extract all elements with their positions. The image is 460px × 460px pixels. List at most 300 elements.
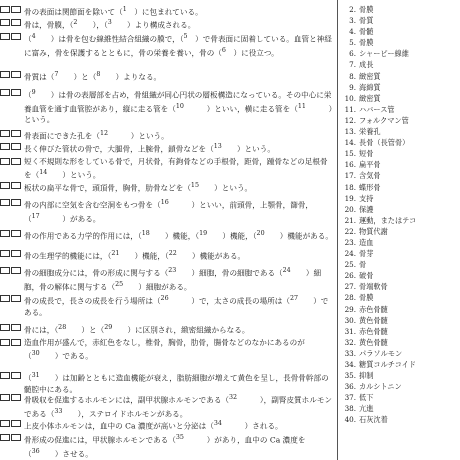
answer-item xyxy=(343,71,460,82)
checkbox-group xyxy=(0,158,21,165)
question-segment: 骨吸収を促進するホルモンには，副甲状腺ホルモンである（ xyxy=(24,395,230,405)
answer-number: 21. xyxy=(344,215,356,225)
answer-text: 含気骨 xyxy=(359,171,381,181)
review-checkbox[interactable] xyxy=(0,250,10,257)
answer-number: 12. xyxy=(344,115,356,125)
review-checkbox[interactable] xyxy=(0,89,10,96)
blank-number: 5 xyxy=(183,33,188,40)
question-segment: 板状の扁平な骨で，頭頂骨，胸骨，肋骨などを（ xyxy=(24,183,191,193)
answer-number: 26. xyxy=(344,271,356,281)
blank-number: 4 xyxy=(31,33,36,40)
question-segment: 骨の生理学的機能には，（ xyxy=(24,251,112,261)
blank-number: 19 xyxy=(199,230,208,237)
answer-text: 骨質 xyxy=(359,16,374,26)
answer-text: 蝶形骨 xyxy=(359,182,381,192)
question-text xyxy=(24,293,334,318)
blank-number: 27 xyxy=(289,295,299,302)
blank-number: 9 xyxy=(31,89,36,96)
blank-number: 8 xyxy=(96,71,101,78)
blank-number: 13 xyxy=(213,143,222,150)
question-text xyxy=(24,69,334,83)
answer-text: 骨芽 xyxy=(359,249,374,259)
answer-item xyxy=(343,226,460,237)
answer-number: 5. xyxy=(349,38,356,48)
review-checkbox[interactable] xyxy=(11,372,21,379)
answer-item xyxy=(343,381,460,392)
answer-text: シャーピー線維 xyxy=(359,49,409,59)
checkbox-group xyxy=(0,89,21,96)
answer-item xyxy=(343,48,460,59)
question-item xyxy=(0,141,334,155)
answer-item xyxy=(343,281,460,292)
question-text xyxy=(24,392,334,419)
question-text xyxy=(24,197,334,224)
question-text xyxy=(24,418,334,432)
answer-number: 4. xyxy=(349,27,356,37)
blank-number: 7 xyxy=(54,71,59,78)
answer-text: 運動，またはテコ xyxy=(359,215,417,225)
review-checkbox[interactable] xyxy=(0,372,10,379)
review-checkbox[interactable] xyxy=(11,394,21,401)
answer-number: 14. xyxy=(344,138,356,148)
blank-number: 10 xyxy=(175,102,184,110)
question-segment: ）といい，前頭骨，上顎骨，篩骨，（ xyxy=(24,200,314,224)
answer-text: 長骨（長管骨） xyxy=(359,138,410,148)
answer-text: 赤色骨髄 xyxy=(359,304,388,314)
question-segment: ）がある。 xyxy=(39,214,101,224)
question-item xyxy=(0,197,334,224)
question-item xyxy=(0,87,334,126)
question-segment: ）があり，血中の Ca 濃度を（ xyxy=(24,435,306,459)
review-checkbox[interactable] xyxy=(11,89,21,96)
blank-number: 11 xyxy=(297,102,306,110)
answer-item xyxy=(343,315,460,326)
question-segment: ）機能，（ xyxy=(119,251,169,261)
question-segment: 骨表面にできた孔を（ xyxy=(24,131,100,141)
question-segment: （ xyxy=(24,373,32,383)
checkbox-group xyxy=(0,199,21,206)
question-item xyxy=(0,337,334,362)
question-segment: ）である。 xyxy=(24,296,329,317)
question-text xyxy=(24,156,334,181)
answer-text: 低下 xyxy=(359,393,374,403)
question-segment: ）と（ xyxy=(58,72,97,82)
question-text xyxy=(24,31,334,58)
question-segment: ）という。 xyxy=(24,104,333,125)
checkbox-group xyxy=(0,339,21,346)
review-checkbox[interactable] xyxy=(0,33,10,40)
answer-item xyxy=(343,137,460,148)
answer-number: 8. xyxy=(349,71,356,81)
blank-number: 18 xyxy=(141,230,150,237)
answer-item xyxy=(343,204,460,215)
review-checkbox[interactable] xyxy=(11,143,21,150)
question-segment: ）で，太さの成長の場所は（ xyxy=(168,296,290,306)
answer-number: 19. xyxy=(344,193,356,203)
blank-number: 23 xyxy=(168,267,177,274)
blank-number: 29 xyxy=(104,324,113,331)
answer-item xyxy=(343,337,460,348)
question-segment: ）機能がある。 xyxy=(176,251,246,261)
question-segment: ）細胞，骨の細胞である（ xyxy=(176,268,283,278)
answer-text: 栄養孔 xyxy=(359,127,381,137)
blank-number: 12 xyxy=(99,130,108,137)
blank-number: 31 xyxy=(31,372,40,379)
review-checkbox[interactable] xyxy=(11,420,21,427)
question-segment: 骨には，（ xyxy=(24,325,59,335)
answer-text: 黄色骨髄 xyxy=(359,337,388,347)
question-segment: （ xyxy=(24,90,32,100)
question-segment: ）機能，（ xyxy=(207,231,257,241)
answer-text: 骨髄 xyxy=(359,27,374,37)
answer-text: 骨膜 xyxy=(359,5,374,14)
question-segment: 長く伸びた管状の骨で，大腿骨，上腕骨，鎖骨などを（ xyxy=(24,144,214,154)
answer-number: 28. xyxy=(344,293,356,303)
checkbox-group xyxy=(0,267,21,274)
review-checkbox[interactable] xyxy=(11,267,21,274)
review-checkbox[interactable] xyxy=(0,143,10,150)
answer-text: 石灰沈着 xyxy=(359,415,388,425)
answer-item xyxy=(343,126,460,137)
question-segment: ）で骨表面に固着している。血管と神経に富み，骨を保護するとともに，骨の栄養を養い，骨の（ xyxy=(24,34,332,58)
review-checkbox[interactable] xyxy=(0,434,10,441)
review-checkbox[interactable] xyxy=(11,295,21,302)
question-segment: ）は加齢とともに造血機能が衰え，脂肪細胞が増えて黄色を呈し，長骨骨幹部の髄腔中にある。 xyxy=(24,373,329,394)
review-checkbox[interactable] xyxy=(0,394,10,401)
question-segment: ）される。 xyxy=(221,421,283,431)
answer-key xyxy=(343,4,460,426)
answer-item xyxy=(343,170,460,181)
blank-number: 26 xyxy=(160,295,169,302)
blank-number: 17 xyxy=(31,212,40,220)
question-segment: ）に包まれている。 xyxy=(126,7,203,17)
blank-number: 15 xyxy=(190,182,199,189)
answer-item xyxy=(343,304,460,315)
question-segment: ），（ xyxy=(77,20,108,30)
answer-item xyxy=(343,104,460,115)
question-item xyxy=(0,180,334,194)
question-segment: ）機能，（ xyxy=(149,231,200,241)
answer-text: 海綿質 xyxy=(359,82,381,92)
answer-number: 15. xyxy=(344,149,356,159)
question-segment: （ xyxy=(24,34,32,44)
answer-text: 扁平骨 xyxy=(359,160,381,170)
checkbox-group xyxy=(0,182,21,189)
checkbox-group xyxy=(0,6,21,13)
checkbox-group xyxy=(0,324,21,331)
question-text xyxy=(24,4,334,18)
question-item xyxy=(0,432,334,459)
answer-item xyxy=(343,359,460,370)
blank-number: 32 xyxy=(229,394,238,401)
question-segment: 上皮小体ホルモンは，血中の Ca 濃度が高いと分泌は（ xyxy=(24,421,214,431)
blank-number: 14 xyxy=(39,169,48,177)
review-checkbox[interactable] xyxy=(0,6,10,13)
question-item xyxy=(0,322,334,336)
checkbox-group xyxy=(0,230,21,237)
question-segment: ）よりなる。 xyxy=(100,72,162,82)
answer-item xyxy=(343,37,460,48)
checkbox-group xyxy=(0,434,21,441)
answer-item xyxy=(343,348,460,359)
review-checkbox[interactable] xyxy=(11,230,21,237)
question-segment: 骨の細胞成分には，骨の形成に関与する（ xyxy=(24,268,169,278)
answer-item xyxy=(343,414,460,425)
checkbox-group xyxy=(0,143,21,150)
question-item xyxy=(0,69,334,83)
answer-item xyxy=(343,248,460,259)
question-segment: ）細胞がある。 xyxy=(123,282,192,292)
blank-number: 34 xyxy=(213,420,222,427)
question-item xyxy=(0,128,334,142)
answer-item xyxy=(343,392,460,403)
question-text xyxy=(24,87,334,126)
checkbox-group xyxy=(0,250,21,257)
review-checkbox[interactable] xyxy=(11,19,21,26)
answer-number: 25. xyxy=(344,260,356,270)
review-checkbox[interactable] xyxy=(11,434,21,441)
review-checkbox[interactable] xyxy=(0,182,10,189)
review-checkbox[interactable] xyxy=(11,71,21,78)
question-text xyxy=(24,128,334,142)
question-text xyxy=(24,337,334,362)
answer-number: 32. xyxy=(344,337,356,347)
blank-number: 33 xyxy=(54,407,63,415)
question-item xyxy=(0,248,334,262)
answer-text: ハバース管 xyxy=(359,104,395,114)
answer-text: 骨端軟骨 xyxy=(359,282,388,292)
review-checkbox[interactable] xyxy=(0,199,10,206)
review-checkbox[interactable] xyxy=(0,19,10,26)
answer-item xyxy=(343,403,460,414)
answer-text: 成長 xyxy=(359,60,374,70)
question-segment: 骨の内部に空気を含む空洞をもつ骨を（ xyxy=(24,200,161,210)
question-text xyxy=(24,180,334,194)
answer-text: 短骨 xyxy=(359,149,374,159)
answer-number: 30. xyxy=(344,315,356,325)
answer-number: 27. xyxy=(344,282,356,292)
answer-item xyxy=(343,370,460,381)
answer-item xyxy=(343,215,460,226)
question-text xyxy=(24,322,334,336)
answer-number: 38. xyxy=(344,404,356,414)
answer-number: 40. xyxy=(344,415,356,425)
answer-text: 保護 xyxy=(359,204,374,214)
answer-number: 36. xyxy=(344,382,356,392)
answer-number: 35. xyxy=(344,371,356,381)
review-checkbox[interactable] xyxy=(0,295,10,302)
answer-number: 31. xyxy=(344,326,356,336)
question-segment: ）より構成される。 xyxy=(111,20,196,30)
answer-item xyxy=(343,4,460,15)
blank-number: 30 xyxy=(31,350,40,358)
answer-number: 16. xyxy=(344,160,356,170)
question-segment: 骨の作用である力学的作用には，（ xyxy=(24,231,142,241)
column-divider xyxy=(337,0,338,460)
review-checkbox[interactable] xyxy=(0,230,10,237)
answer-item xyxy=(343,26,460,37)
answer-item xyxy=(343,270,460,281)
review-checkbox[interactable] xyxy=(11,130,21,137)
question-segment: ）は骨の表層部を占め，骨組織が同心円状の層板構造になっている。その中心に栄養血管を通す血管腔があり，縦に走る管を（ xyxy=(24,90,332,114)
answer-item xyxy=(343,115,460,126)
blank-number: 20 xyxy=(256,230,265,237)
question-segment: 骨は，骨膜，（ xyxy=(24,20,74,30)
question-segment: ）という。 xyxy=(108,131,169,141)
answer-text: 物質代謝 xyxy=(359,226,388,236)
question-segment: ），副腎皮質ホルモンである（ xyxy=(24,395,333,419)
question-text xyxy=(24,228,334,242)
question-item xyxy=(0,265,334,292)
question-segment: ）に役立つ。 xyxy=(225,48,279,58)
checkbox-group xyxy=(0,420,21,427)
answer-item xyxy=(343,59,460,70)
question-item xyxy=(0,17,334,31)
review-checkbox[interactable] xyxy=(0,420,10,427)
question-text xyxy=(24,432,334,459)
review-checkbox[interactable] xyxy=(11,250,21,257)
answer-item xyxy=(343,237,460,248)
answer-text: 骨膜 xyxy=(359,293,374,303)
blank-number: 25 xyxy=(115,280,124,288)
answer-number: 3. xyxy=(349,16,356,26)
question-segment: ）機能がある。 xyxy=(264,231,333,241)
question-item xyxy=(0,228,334,242)
blank-number: 22 xyxy=(168,250,177,257)
checkbox-group xyxy=(0,295,21,302)
answer-text: 骨膜 xyxy=(359,38,374,48)
answer-item xyxy=(343,148,460,159)
answer-number: 37. xyxy=(344,393,356,403)
answer-number: 10. xyxy=(344,93,356,103)
question-segment: ）細胞，骨の解体に関与する（ xyxy=(24,268,322,292)
answer-text: 緻密質 xyxy=(359,71,381,81)
blank-number: 3 xyxy=(107,19,112,26)
answer-number: 9. xyxy=(349,82,356,92)
answer-text: フォルクマン管 xyxy=(359,115,409,125)
review-checkbox[interactable] xyxy=(11,6,21,13)
blank-number: 16 xyxy=(160,199,169,206)
question-segment: ），ステロイドホルモンがある。 xyxy=(62,409,188,419)
blank-number: 36 xyxy=(31,447,40,455)
question-item xyxy=(0,293,334,318)
question-text xyxy=(24,248,334,262)
answer-number: 7. xyxy=(349,60,356,70)
blank-number: 35 xyxy=(175,434,184,441)
question-text xyxy=(24,17,334,31)
question-segment: ）という。 xyxy=(198,183,253,193)
answer-number: 13. xyxy=(344,127,356,137)
review-checkbox[interactable] xyxy=(0,130,10,137)
blank-number: 24 xyxy=(282,267,291,274)
review-checkbox[interactable] xyxy=(0,71,10,78)
answer-item xyxy=(343,182,460,193)
question-item xyxy=(0,392,334,419)
review-checkbox[interactable] xyxy=(0,267,10,274)
answer-number: 33. xyxy=(344,348,356,358)
question-text xyxy=(24,265,334,292)
answer-number: 6. xyxy=(349,49,356,59)
question-item xyxy=(0,418,334,432)
answer-item xyxy=(343,292,460,303)
answer-text: 糖質コルチコイド xyxy=(359,360,416,369)
blank-number: 28 xyxy=(58,324,67,331)
answer-text: 黄色骨髄 xyxy=(359,315,388,325)
answer-number: 17. xyxy=(344,171,356,181)
review-checkbox[interactable] xyxy=(11,158,21,165)
answer-text: 骨 xyxy=(359,260,367,270)
answer-item xyxy=(343,15,460,26)
review-checkbox[interactable] xyxy=(0,339,10,346)
question-segment: ）と（ xyxy=(66,325,105,335)
checkbox-group xyxy=(0,394,21,401)
answer-item xyxy=(343,259,460,270)
answer-number: 2. xyxy=(349,5,356,14)
answer-text: 赤色骨髄 xyxy=(359,326,388,336)
answer-text: 抑制 xyxy=(359,371,374,381)
question-item xyxy=(0,4,334,18)
question-segment: ）という。 xyxy=(221,144,275,154)
answer-text: カルシトニン xyxy=(359,382,402,392)
checkbox-group xyxy=(0,71,21,78)
question-item xyxy=(0,156,334,181)
answer-item xyxy=(343,82,460,93)
checkbox-group xyxy=(0,130,21,137)
review-checkbox[interactable] xyxy=(11,339,21,346)
question-segment: 短く不規則な形をしている骨で，月状骨，有鉤骨などの手根骨，距骨，踵骨などの足根骨を（ xyxy=(24,157,328,180)
review-checkbox[interactable] xyxy=(11,182,21,189)
question-segment: ）である。 xyxy=(39,351,93,361)
review-checkbox[interactable] xyxy=(0,158,10,165)
answer-text: 緻密質 xyxy=(359,93,381,103)
answer-text: 造血 xyxy=(359,237,374,247)
question-text xyxy=(24,141,334,155)
answer-item xyxy=(343,326,460,337)
answer-number: 18. xyxy=(344,182,356,192)
answer-item xyxy=(343,93,460,104)
question-segment: ）に区別され，緻密組織からなる。 xyxy=(112,325,250,335)
answer-item xyxy=(343,193,460,204)
checkbox-group xyxy=(0,19,21,26)
blank-number: 6 xyxy=(221,46,226,54)
answer-text: 支持 xyxy=(359,193,374,203)
blank-number: 2 xyxy=(73,19,78,26)
question-segment: 骨の成長で，長さの成長を行う場所は（ xyxy=(24,296,161,306)
answer-item xyxy=(343,159,460,170)
answer-number: 29. xyxy=(344,304,356,314)
answer-text: 破骨 xyxy=(359,271,374,281)
review-checkbox[interactable] xyxy=(11,199,21,206)
question-segment: ）は骨を包む線維性結合組織の膜で，（ xyxy=(35,34,184,44)
review-checkbox[interactable] xyxy=(11,324,21,331)
question-segment: 造血作用が盛んで，赤紅色をなし，椎骨，胸骨，肋骨，腸骨などのなかにあるのが（ xyxy=(24,338,305,361)
question-segment: ）させる。 xyxy=(39,449,93,459)
blank-number: 21 xyxy=(111,250,120,257)
question-segment: 骨質は（ xyxy=(24,72,55,82)
question-segment: 骨形成の促進には，甲状腺ホルモンである（ xyxy=(24,435,176,445)
review-checkbox[interactable] xyxy=(11,33,21,40)
answer-number: 20. xyxy=(344,204,356,214)
question-segment: ）といい，横に走る管を（ xyxy=(183,104,298,114)
answer-text: 亢進 xyxy=(359,404,374,414)
answer-text: パラソルモン xyxy=(359,348,403,358)
answer-number: 24. xyxy=(344,249,356,259)
question-item xyxy=(0,31,334,58)
checkbox-group xyxy=(0,33,21,40)
answer-number: 23. xyxy=(344,237,356,247)
answer-number: 22. xyxy=(344,226,356,236)
review-checkbox[interactable] xyxy=(0,324,10,331)
